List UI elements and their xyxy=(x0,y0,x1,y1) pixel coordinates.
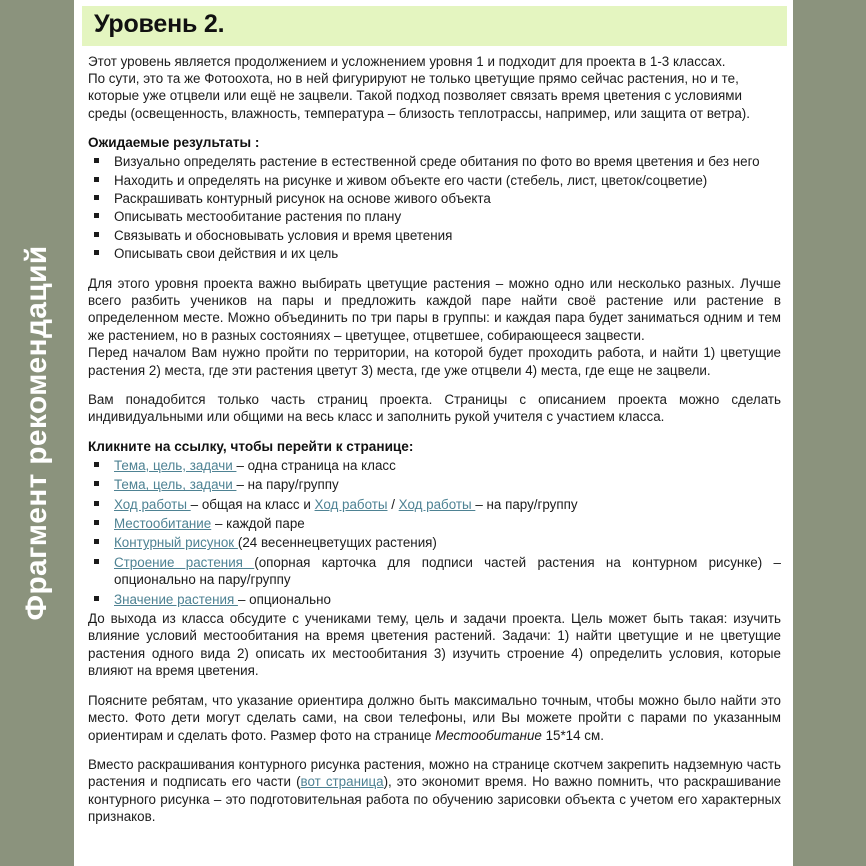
list-item-text: Описывать свои действия и их цель xyxy=(114,246,339,262)
right-margin xyxy=(793,0,866,866)
square-bullet-icon xyxy=(94,195,99,200)
expected-results-list xyxy=(88,153,781,262)
links-section-heading: Кликните на ссылку, чтобы перейти к странице: xyxy=(88,438,414,454)
list-item-text: Визуально определять растение в естественной среде обитания по фото во время цветения и без него xyxy=(114,154,760,170)
intro-line-3: которые уже отцвели или ещё не зацвели. Такой подход позволяет связать время цветения с условиями xyxy=(88,88,742,104)
paragraph-choose-plants: Для этого уровня проекта важно выбирать цветущие растения – можно одно или несколько разных. Лучше всего разбить учеников на пары и предложить каждой паре найти своё растение или растение в определенном месте. Можно объединить по три пары в группы: и каждая пара будет заниматься одним и тем же растением, но в разных состояниях – цветущее, отцветшее, собирающееся зацвести. xyxy=(88,275,781,343)
intro-line-1: Этот уровень является продолжением и усложнением уровня 1 и подходит для проекта в 1-3 классах. xyxy=(88,53,726,69)
square-bullet-icon xyxy=(94,232,99,237)
list-item xyxy=(88,190,781,207)
link-plant-structure[interactable]: Строение растения xyxy=(114,554,255,570)
link-outline-drawing[interactable]: Контурный рисунок xyxy=(114,535,238,551)
square-bullet-icon xyxy=(94,501,99,506)
link-mid-2: / xyxy=(387,496,399,512)
link-plant-meaning[interactable]: Значение растения xyxy=(114,591,238,607)
square-bullet-icon xyxy=(94,559,99,564)
square-bullet-icon xyxy=(94,596,99,601)
link-tail: – опционально xyxy=(237,591,331,607)
link-theme-goal-tasks-class[interactable]: Тема, цель, задачи xyxy=(114,457,237,473)
coloring-text-a: Вместо раскрашивания контурного рисунка растения, можно на странице скотчем закрепить надземную часть растения и подписать его части ( xyxy=(88,756,781,790)
link-tail: – одна страница на класс xyxy=(236,457,396,473)
list-item-text: Описывать местообитание растения по плану xyxy=(114,209,402,225)
intro-block xyxy=(88,53,781,123)
square-bullet-icon xyxy=(94,539,99,544)
square-bullet-icon xyxy=(94,481,99,486)
list-item xyxy=(88,245,781,262)
link-tail: (опорная карточка для подписи частей растения на контурном рисунке) – опционально на пару/группу xyxy=(114,554,781,588)
square-bullet-icon xyxy=(94,177,99,182)
link-habitat[interactable]: Местообитание xyxy=(114,516,212,532)
list-item-link-workflow xyxy=(88,496,781,513)
link-tail: (24 весеннецветущих растения) xyxy=(237,535,437,551)
list-item-link-plant-meaning xyxy=(88,591,781,608)
list-item-text: Раскрашивать контурный рисунок на основе живого объекта xyxy=(114,190,491,206)
title-highlight-band xyxy=(82,6,787,46)
list-item-link-habitat xyxy=(88,515,781,532)
page-links-list xyxy=(88,457,781,608)
list-item-link-outline-drawing xyxy=(88,534,781,551)
paragraph-before-leaving-class: До выхода из класса обсудите с учениками тему, цель и задачи проекта. Цель может быть такая: изучить влияние условий местообитания на время цветения растений. Задачи: 1) найти цветущие и не цветущие растения одного вида 2) описать их местообитания 3) изучить строение 4) определить условия, которые влияют на время цветения. xyxy=(88,611,781,679)
link-tail: – на пару/группу xyxy=(236,477,339,493)
paragraph-explain-landmark xyxy=(88,692,781,744)
list-item xyxy=(88,153,781,170)
link-mid-1: – общая на класс и xyxy=(190,496,315,512)
sidebar-vertical-caption: Фрагмент рекомендаций xyxy=(20,245,53,621)
square-bullet-icon xyxy=(94,158,99,163)
page-title: Уровень 2. xyxy=(94,10,225,38)
square-bullet-icon xyxy=(94,462,99,467)
square-bullet-icon xyxy=(94,213,99,218)
list-item-text: Находить и определять на рисунке и живом объекте его части (стебель, лист, цветок/соцветие) xyxy=(114,172,708,188)
document-body xyxy=(74,53,793,826)
link-workflow-pair-b[interactable]: Ход работы xyxy=(398,496,476,512)
intro-line-4: среды (освещенность, влажность, температура – близость теплотрассы, например, или защита от ветра). xyxy=(88,105,750,121)
link-theme-goal-tasks-pair[interactable]: Тема, цель, задачи xyxy=(114,477,237,493)
list-item-link-theme-class xyxy=(88,457,781,474)
paragraph-pages-needed: Вам понадобится только часть страниц проекта. Страницы с описанием проекта можно сделать индивидуальными или общими на весь класс и заполнить рукой учителя с участием класса. xyxy=(88,392,781,425)
list-item-text: Связывать и обосновывать условия и время цветения xyxy=(114,227,453,243)
paragraph-before-start: Перед началом Вам нужно пройти по территории, на которой будет проходить работа, и найти 1) цветущие растения 2) места, где эти растения цветут 3) места, где уже отцвели 4) места, где еще не зацвели. xyxy=(88,345,781,378)
list-item-link-theme-pair xyxy=(88,476,781,493)
list-item-link-plant-structure xyxy=(88,554,781,589)
landmark-text-b: 15*14 см. xyxy=(541,727,604,743)
list-item xyxy=(88,227,781,244)
link-tail: – каждой паре xyxy=(211,516,305,532)
document-sheet xyxy=(74,0,793,866)
intro-line-2: По сути, это та же Фотоохота, но в ней фигурируют не только цветущие прямо сейчас растения, но и те, xyxy=(88,70,739,86)
square-bullet-icon xyxy=(94,250,99,255)
link-here-is-page[interactable]: вот страница xyxy=(300,774,384,790)
list-item xyxy=(88,172,781,189)
square-bullet-icon xyxy=(94,520,99,525)
paragraph-instead-of-coloring xyxy=(88,756,781,826)
expected-results-heading: Ожидаемые результаты : xyxy=(88,135,260,151)
habitat-page-name: Местообитание xyxy=(435,727,542,743)
left-sidebar xyxy=(0,0,74,866)
landmark-text-a: Поясните ребятам, что указание ориентира должно быть максимально точным, чтобы можно было найти это место. Фото дети могут сделать сами, на свои телефоны, или Вы можете пройти с парами по указанным ориентирам и сделать фото. Размер фото на странице xyxy=(88,692,781,743)
list-item xyxy=(88,208,781,225)
coloring-text-b: ), это экономит время. Но важно помнить, что раскрашивание контурного рисунка – это подготовительная работа по обучению зарисовки объекта с учетом его характерных признаков. xyxy=(88,774,781,825)
link-workflow-pair-a[interactable]: Ход работы xyxy=(314,496,388,512)
link-workflow-class[interactable]: Ход работы xyxy=(114,496,191,512)
link-tail: – на пару/группу xyxy=(475,496,578,512)
